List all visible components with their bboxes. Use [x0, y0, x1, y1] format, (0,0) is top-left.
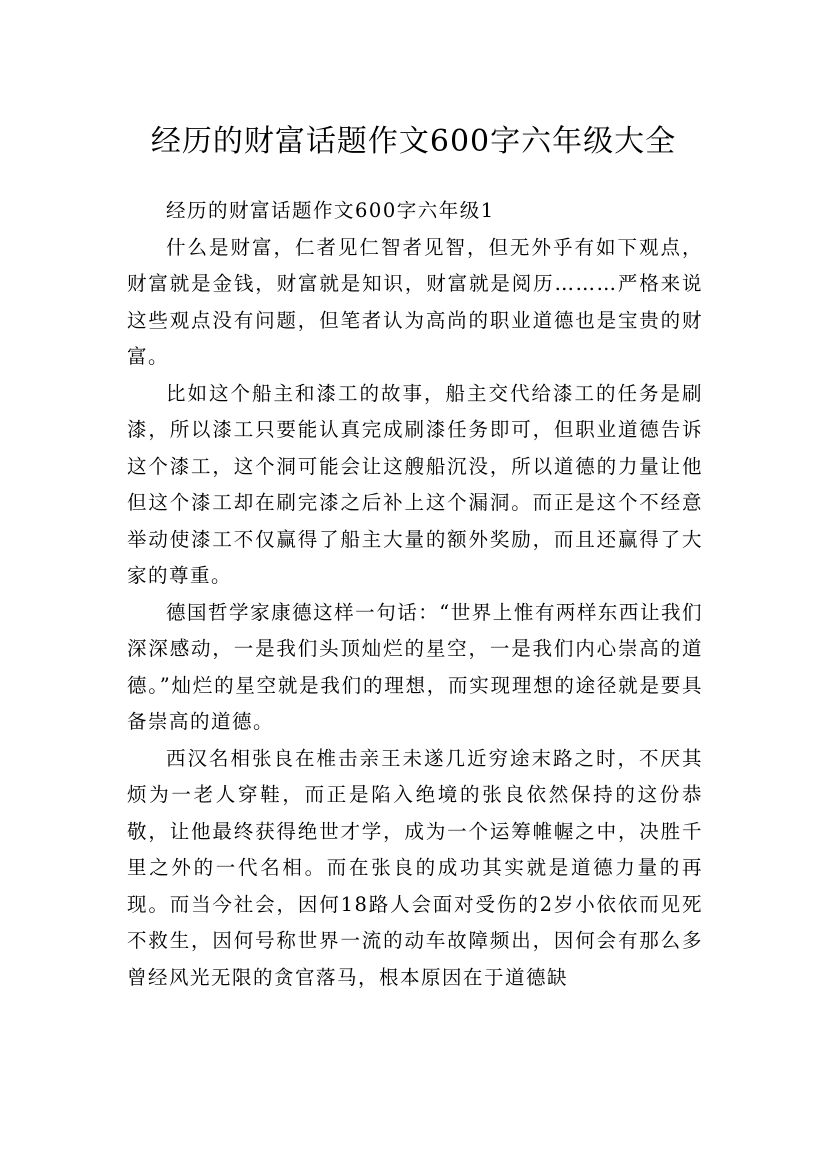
document-title: 经历的财富话题作文600字六年级大全: [150, 124, 677, 160]
paragraph: 德国哲学家康德这样一句话：“世界上惟有两样东西让我们深深感动，一是我们头顶灿烂的星空，一是我们内心崇高的道德。”灿烂的星空就是我们的理想，而实现理想的途径就是要具备崇高的道德。: [127, 600, 703, 733]
essay-subtitle: 经历的财富话题作文600字六年级1: [166, 199, 495, 222]
paragraph: 西汉名相张良在椎击亲王未遂几近穷途末路之时，不厌其烦为一老人穿鞋，而正是陷入绝境的张良依然保持的这份恭敬，让他最终获得绝世才学，成为一个运筹帷幄之中，决胜千里之外的一代名相。而在张良的成功其实就是道德力量的再现。而当今社会，因何18路人会面对受伤的2岁小依依而见死不救生，因何号称世界一流的动车故障频出，因何会有那么多曾经风光无限的贪官落马，根本原因在于道德缺: [127, 746, 703, 989]
paragraph: 什么是财富，仁者见仁智者见智，但无外乎有如下观点，财富就是金钱，财富就是知识，财富就是阅历………严格来说这些观点没有问题，但笔者认为高尚的职业道德也是宝贵的财富。: [127, 235, 703, 368]
paragraph: 比如这个船主和漆工的故事，船主交代给漆工的任务是刷漆，所以漆工只要能认真完成刷漆任务即可，但职业道德告诉这个漆工，这个洞可能会让这艘船沉没，所以道德的力量让他但这个漆工却在刷完漆之后补上这个漏洞。而正是这个不经意举动使漆工不仅赢得了船主大量的额外奖励，而且还赢得了大家的尊重。: [127, 381, 703, 587]
document-body: [127, 193, 703, 996]
